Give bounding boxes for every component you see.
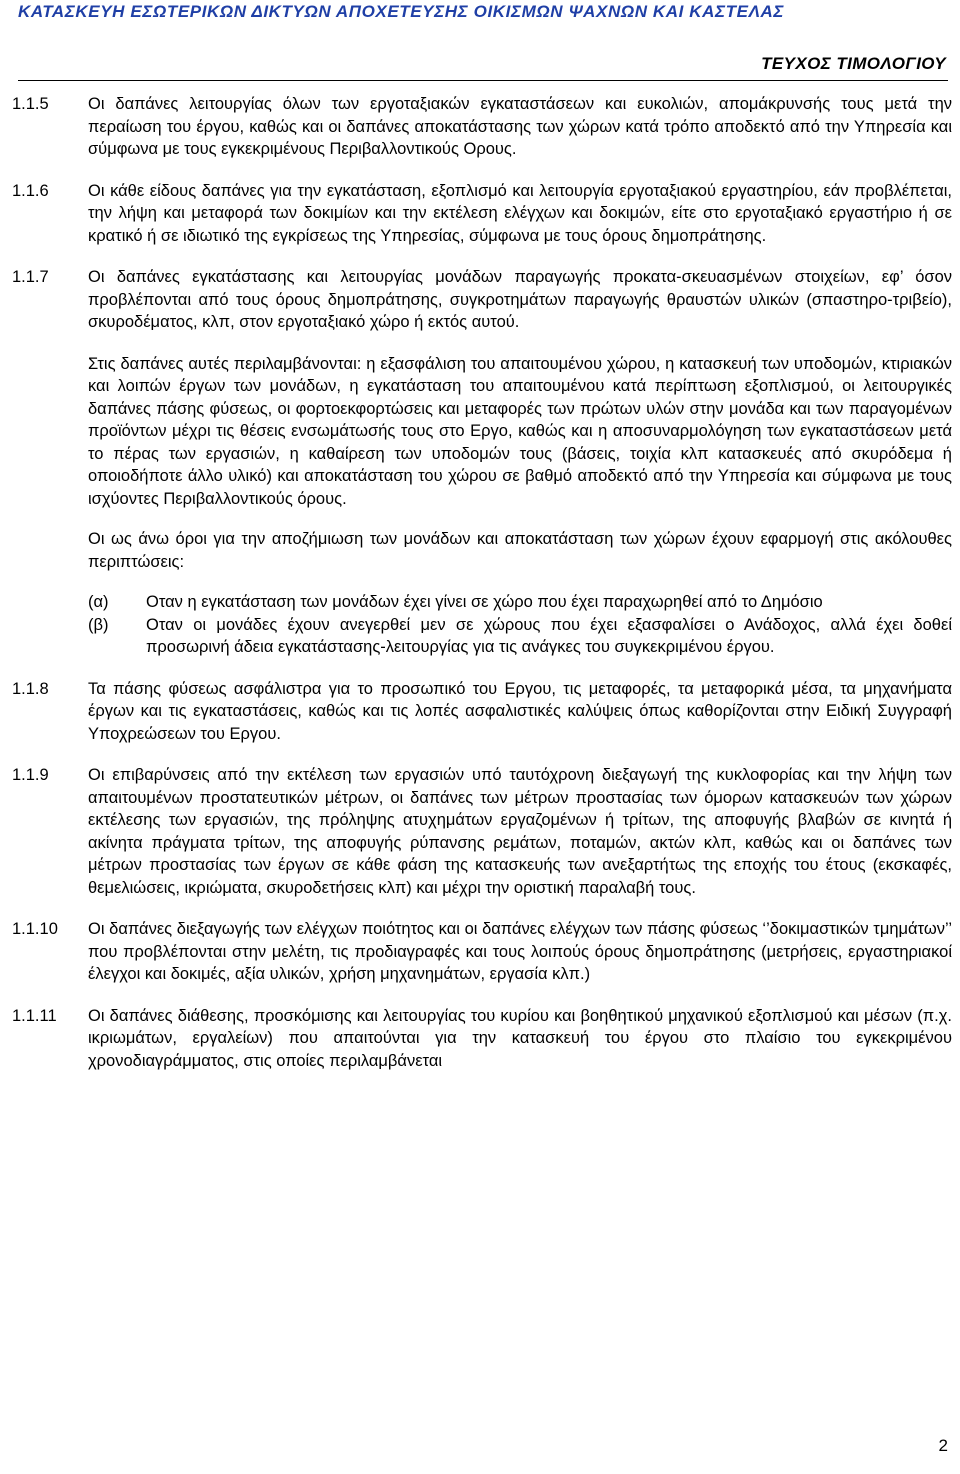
clause-1-1-11	[12, 1005, 952, 1073]
clause-text: Οι δαπάνες διεξαγωγής των ελέγχων ποιότητος και οι δαπάνες ελέγχων των πάσης φύσεως ‘’δοκιμαστικών τμημάτων’’ που προβλέπονται στην μελέτη, τις προδιαγραφές και τους λοιπούς όρους δημοπράτησης (μετρήσεις, εργαστηριακοί έλεγχοι και δοκιμές, αξία υλικών, χρήση μηχανημάτων, εργασία κλπ.)	[88, 920, 952, 983]
document-header-title: ΚΑΤΑΣΚΕΥΗ ΕΣΩΤΕΡΙΚΩΝ ΔΙΚΤΥΩΝ ΑΠΟΧΕΤΕΥΣΗΣ ΟΙΚΙΣΜΩΝ ΨΑΧΝΩΝ ΚΑΙ ΚΑΣΤΕΛΑΣ	[18, 2, 785, 21]
clause-1-1-9	[12, 764, 952, 899]
clause-text: Οι κάθε είδους δαπάνες για την εγκατάσταση, εξοπλισμό και λειτουργία εργοταξιακού εργαστηρίου, εάν προβλέπεται, την λήψη και μεταφορά των δοκιμίων και την εκτέλεση ελέγχων και δοκιμών, είτε στο εργοταξιακό εργαστήριο ή σε κρατικό ή σε ιδιωτικό της εγκρίσεως της Υπηρεσίας, σύμφωνα με τους όρους δημοπράτησης.	[88, 181, 952, 245]
clause-1-1-5	[12, 93, 952, 161]
clause-number: 1.1.7	[12, 268, 49, 286]
case-label: (β)	[88, 615, 109, 634]
clause-number: 1.1.5	[12, 95, 49, 113]
clause-number: 1.1.8	[12, 679, 49, 698]
clause-text: Τα πάσης φύσεως ασφάλιστρα για το προσωπικό του Εργου, τις μεταφορές, τα μεταφορικά μέσα, τα μηχανήματα έργων και τις εγκαταστάσεις, καθώς και τις λοπές ασφαλιστικές καλύψεις όπως καθορίζονται στην Ειδική Συγγραφή Υποχρεώσεων του Εργου.	[88, 679, 952, 743]
clause-number: 1.1.9	[12, 766, 49, 784]
clause-1-1-7-paragraph-2: Οι ως άνω όροι για την αποζήμιωση των μονάδων και αποκατάσταση των χώρων έχουν εφαρμογή στις ακόλουθες περιπτώσεις:	[88, 530, 952, 571]
case-text: Οταν οι μονάδες έχουν ανεγερθεί μεν σε χώρους που έχει εξασφαλίσει ο Ανάδοχος, αλλά έχει δοθεί προσωρινή άδεια εγκατάστασης-λειτουργίας για τις ανάγκες του συγκεκριμένου έργου.	[146, 615, 952, 656]
document-body	[12, 93, 952, 1091]
case-b	[12, 614, 952, 659]
clause-text: Οι επιβαρύνσεις από την εκτέλεση των εργασιών υπό ταυτόχρονη διεξαγωγή της κυκλοφορίας και την λήψη των απαιτουμένων προστατευτικών μέτρων, οι δαπάνες των μέτρων προστασίας των όμορων κατασκευών των χώρων εκτέλεσης των εργασιών, της πρόληψης ατυχημάτων εργαζομένων ή τρίτων, της αποφυγής βλαβών σε κινητά ή ακίνητα πράγματα τρίτων, της αποφυγής ρύπανσης ρεμάτων, ποταμών, ακτών κλπ, καθώς και οι δαπάνες των μέτρων προστασίας των έργων σε κάθε φάση της κατασκευής των ανεξαρτήτως της εποχής του έτους (εκσκαφές, θεμελιώσεις, ικριώματα, σκυροδετήσεις κλπ) και μέχρι την οριστική παραλαβή τους.	[88, 766, 952, 897]
clause-text: Οι δαπάνες εγκατάστασης και λειτουργίας μονάδων παραγωγής προκατα-σκευασμένων στοιχείων, εφ’ όσον προβλέπονται από τους όρους δημοπράτησης, συγκροτημάτων παραγωγής θραυστών υλικών (σπαστηρο-τριβείο), σκυροδέματος, κλπ, στον εργοταξιακό χώρο ή εκτός αυτού.	[88, 268, 952, 331]
clause-1-1-10	[12, 918, 952, 986]
clause-1-1-7-paragraph-1: Στις δαπάνες αυτές περιλαμβάνονται: η εξασφάλιση του απαιτουμένου χώρου, η κατασκευή των υποδομών, κτιριακών και λοιπών έργων των μονάδων, η εγκατάσταση του απαιτουμένου κατά περίπτωση εξοπλισμού, οι λειτουργικές δαπάνες πάσης φύσεως, οι φορτοεκφορτώσεις και μεταφορές των πρώτων υλών στην μονάδα και των παραγομένων προϊόντων μέχρι τις θέσεις ενσωμάτωσής τους στο Εργο, καθώς και η αποσυναρμολόγηση των εγκαταστάσεων μετά το πέρας των εργασιών, η καθαίρεση των υποδομών τους (βάσεις, τοιχία κλπ κατασκευές από σκυρόδεμα ή οποιοδήποτε άλλο υλικό) και αποκατάσταση του χώρου σε βαθμό αποδεκτό από την Υπηρεσία και σύμφωνα με τους ισχύοντες Περιβαλλοντικούς όρους.	[88, 354, 952, 508]
clause-number: 1.1.11	[12, 1006, 57, 1025]
clause-1-1-7-cases	[12, 591, 952, 659]
clause-number: 1.1.6	[12, 181, 49, 200]
clause-1-1-8	[12, 678, 952, 746]
page-number: 2	[938, 1436, 948, 1455]
clause-1-1-6	[12, 180, 952, 248]
document-header-subtitle: ΤΕΥΧΟΣ ΤΙΜΟΛΟΓΙΟΥ	[761, 54, 946, 73]
clause-text: Οι δαπάνες διάθεσης, προσκόμισης και λειτουργίας του κυρίου και βοηθητικού μηχανικού εξοπλισμού και μέσων (π.χ. ικριωμάτων, εργαλείων) που απαιτούνται για την κατασκευή του έργου στο πλαίσιο του εγκεκριμένου χρονοδιαγράμματος, στις οποίες περιλαμβάνεται	[88, 1006, 952, 1070]
case-label: (α)	[88, 593, 109, 611]
clause-1-1-7	[12, 266, 952, 334]
clause-text: Οι δαπάνες λειτουργίας όλων των εργοταξιακών εγκαταστάσεων και ευκολιών, απομάκρυνσής τους μετά την περαίωση του έργου, καθώς και οι δαπάνες αποκατάστασης των χώρων κατά τρόπο αποδεκτό από την Υπηρεσία και σύμφωνα με τους εγκεκριμένους Περιβαλλοντικούς Ορους.	[88, 95, 952, 158]
case-text: Οταν η εγκατάσταση των μονάδων έχει γίνει σε χώρο που έχει παραχωρηθεί από το Δημόσιο	[146, 593, 823, 611]
case-a	[12, 591, 952, 614]
header-divider	[18, 80, 948, 81]
clause-number: 1.1.10	[12, 920, 58, 938]
